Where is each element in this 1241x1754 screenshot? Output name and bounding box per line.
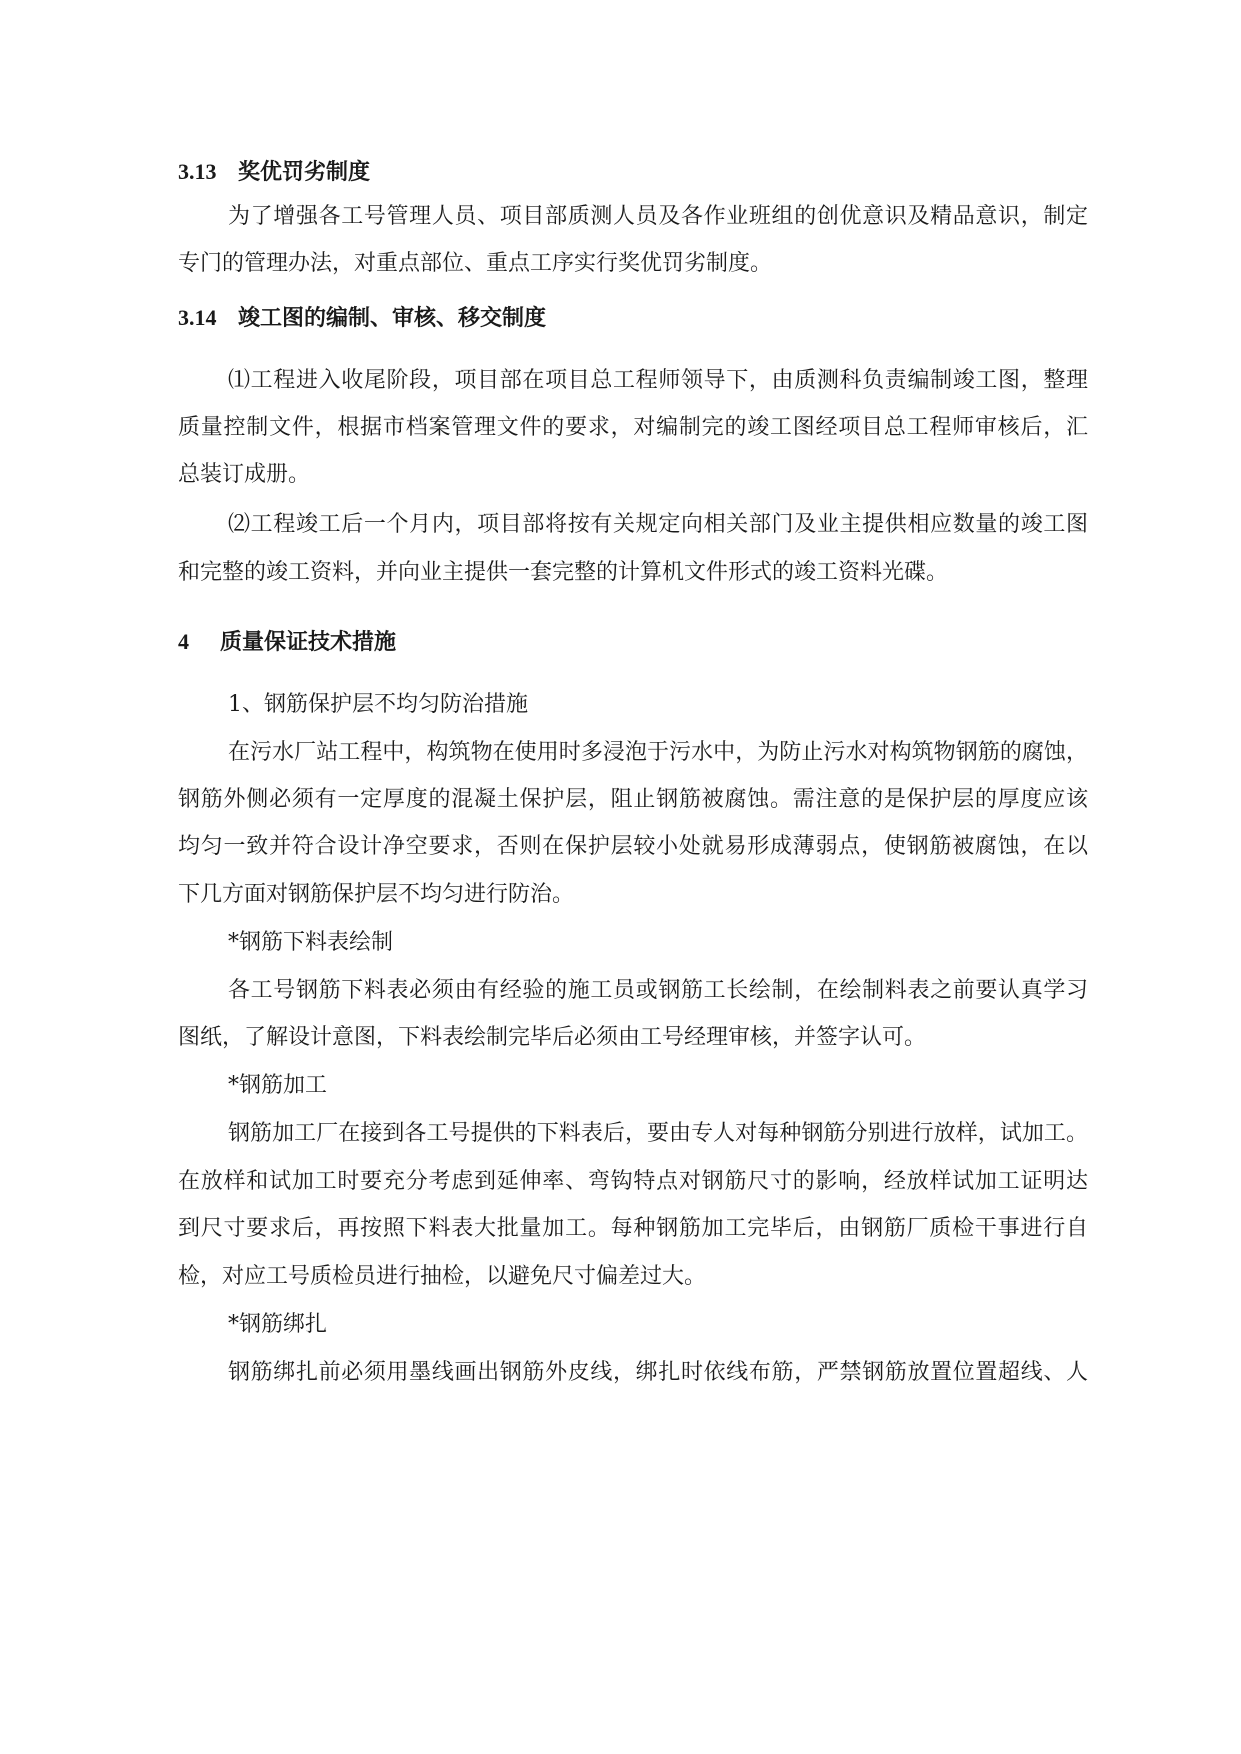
paragraph-line: 质量控制文件，根据市档案管理文件的要求，对编制完的竣工图经项目总工程师审核后，汇 [178, 415, 1088, 440]
paragraph-line: 均匀一致并符合设计净空要求，否则在保护层较小处就易形成薄弱点，使钢筋被腐蚀，在以 [178, 834, 1088, 859]
paragraph-line: 钢筋外侧必须有一定厚度的混凝土保护层，阻止钢筋被腐蚀。需注意的是保护层的厚度应该 [178, 787, 1088, 812]
section-heading-4 [178, 627, 396, 657]
section-heading-3-13 [178, 157, 370, 187]
paragraph-line: 专门的管理办法，对重点部位、重点工序实行奖优罚劣制度。 [178, 251, 773, 276]
paragraph-line: 在放样和试加工时要充分考虑到延伸率、弯钩特点对钢筋尺寸的影响，经放样试加工证明达 [178, 1169, 1088, 1194]
paragraph-line: 各工号钢筋下料表必须由有经验的施工员或钢筋工长绘制，在绘制料表之前要认真学习 [228, 978, 1088, 1003]
item-title: 1、钢筋保护层不均匀防治措施 [228, 692, 528, 717]
section-title: 奖优罚劣制度 [238, 159, 371, 185]
paragraph-line: ⑵工程竣工后一个月内，项目部将按有关规定向相关部门及业主提供相应数量的竣工图 [228, 512, 1088, 537]
paragraph-line: 钢筋加工厂在接到各工号提供的下料表后，要由专人对每种钢筋分别进行放样，试加工。 [228, 1121, 1088, 1146]
section-heading-3-14 [178, 303, 546, 333]
paragraph-line: 和完整的竣工资料，并向业主提供一套完整的计算机文件形式的竣工资料光碟。 [178, 560, 949, 585]
paragraph-line: 为了增强各工号管理人员、项目部质测人员及各作业班组的创优意识及精品意识，制定 [228, 204, 1088, 229]
paragraph-line: 检，对应工号质检员进行抽检，以避免尺寸偏差过大。 [178, 1264, 707, 1289]
sub-item-title: *钢筋下料表绘制 [228, 930, 394, 955]
paragraph-line: 图纸，了解设计意图，下料表绘制完毕后必须由工号经理审核，并签字认可。 [178, 1025, 927, 1050]
paragraph-line: ⑴工程进入收尾阶段，项目部在项目总工程师领导下，由质测科负责编制竣工图，整理 [228, 368, 1088, 393]
section-number: 3.14 [178, 305, 217, 330]
section-number: 3.13 [178, 159, 217, 184]
paragraph-line: 钢筋绑扎前必须用墨线画出钢筋外皮线，绑扎时依线布筋，严禁钢筋放置位置超线、人 [228, 1360, 1088, 1385]
paragraph-line: 总装订成册。 [178, 462, 311, 487]
section-title: 竣工图的编制、审核、移交制度 [238, 305, 547, 331]
paragraph-line: 到尺寸要求后，再按照下料表大批量加工。每种钢筋加工完毕后，由钢筋厂质检干事进行自 [178, 1216, 1088, 1241]
paragraph-line: 在污水厂站工程中，构筑物在使用时多浸泡于污水中，为防止污水对构筑物钢筋的腐蚀， [228, 740, 1088, 765]
sub-item-title: *钢筋绑扎 [228, 1312, 328, 1337]
paragraph-line: 下几方面对钢筋保护层不均匀进行防治。 [178, 882, 575, 907]
sub-item-title: *钢筋加工 [228, 1073, 328, 1098]
section-number: 4 [178, 629, 189, 654]
section-title: 质量保证技术措施 [220, 629, 397, 655]
